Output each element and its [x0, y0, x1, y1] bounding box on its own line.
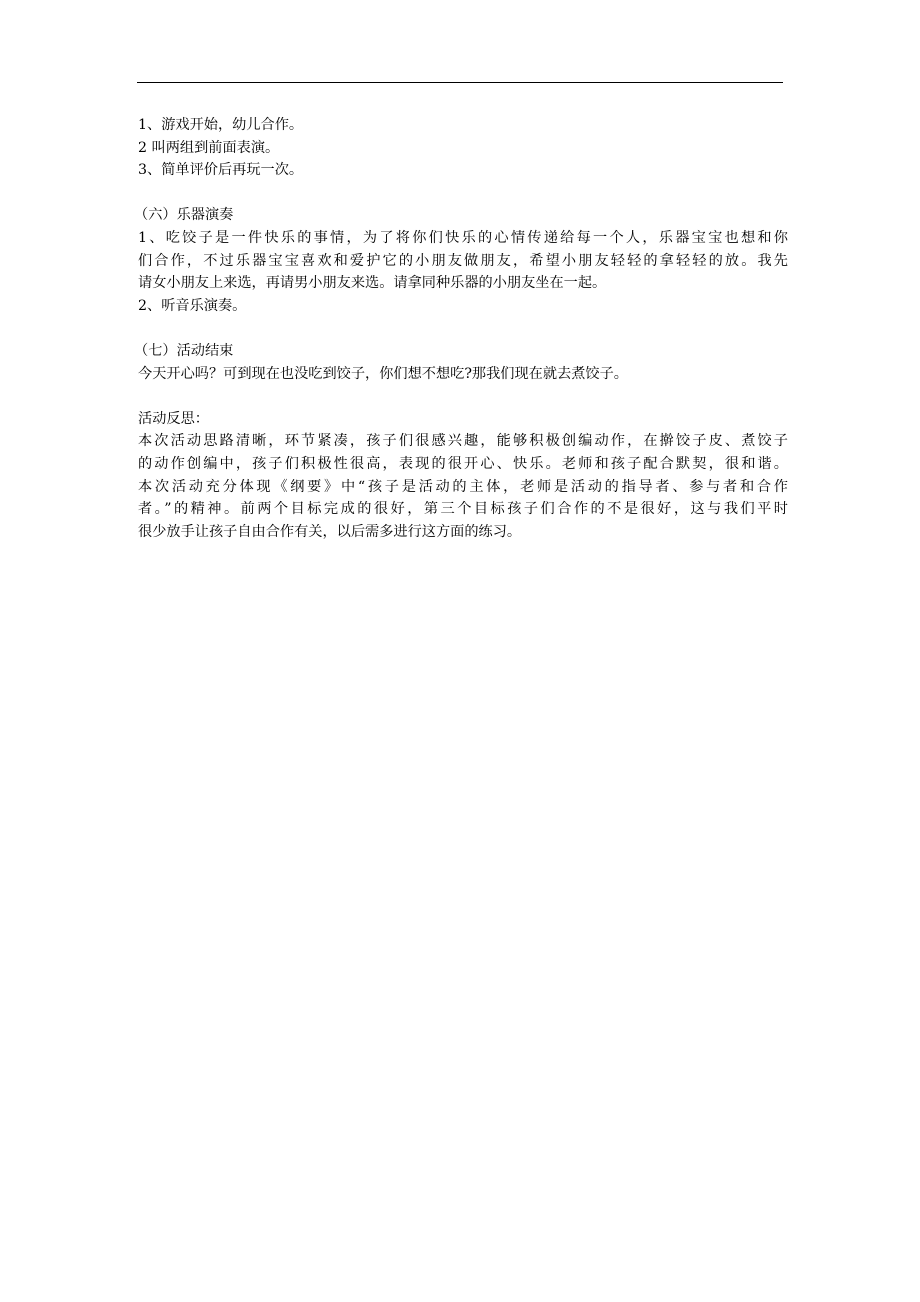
- paragraph-line: 2、听音乐演奏。: [138, 297, 247, 314]
- step-line: 1、游戏开始，幼儿合作。: [138, 117, 304, 133]
- reflection-title: 活动反思：: [138, 410, 209, 427]
- paragraph-line: 请女小朋友上来选，再请男小朋友来选。请拿同种乐器的小朋友坐在一起。: [138, 275, 607, 292]
- step-line: 3、简单评价后再玩一次。: [138, 162, 304, 179]
- paragraph-gap: [138, 182, 788, 205]
- reflection-line: 的动作创编中，孩子们积极性很高，表现的很开心、快乐。老师和孩子配合默契，很和谐。: [138, 455, 788, 472]
- paragraph-line: 1、吃饺子是一件快乐的事情，为了将你们快乐的心情传递给每一个人，乐器宝宝也想和你: [138, 229, 788, 246]
- header-rule: [137, 82, 783, 83]
- reflection-line: 本次活动思路清晰，环节紧凑，孩子们很感兴趣，能够积极创编动作，在擀饺子皮、煮饺子: [138, 433, 788, 450]
- section-heading-six: （六）乐器演奏: [134, 207, 234, 224]
- paragraph-line: 们合作，不过乐器宝宝喜欢和爱护它的小朋友做朋友，希望小朋友轻轻的拿轻轻的放。我先: [138, 252, 788, 269]
- step-line: 2 叫两组到前面表演。: [138, 139, 280, 156]
- paragraph-gap: [138, 385, 788, 408]
- reflection-line: 者。”的精神。前两个目标完成的很好，第三个目标孩子们合作的不是很好，这与我们平时: [138, 501, 788, 518]
- reflection-line: 本次活动充分体现《纲要》中“孩子是活动的主体，老师是活动的指导者、参与者和合作: [138, 478, 788, 495]
- section-heading-seven: （七）活动结束: [134, 342, 234, 359]
- paragraph-line: 今天开心吗？可到现在也没吃到饺子，你们想不想吃?那我们现在就去煮饺子。: [138, 365, 628, 382]
- paragraph-gap: [138, 317, 788, 340]
- reflection-line: 很少放手让孩子自由合作有关，以后需多进行这方面的练习。: [138, 523, 522, 540]
- document-body: [134, 114, 788, 543]
